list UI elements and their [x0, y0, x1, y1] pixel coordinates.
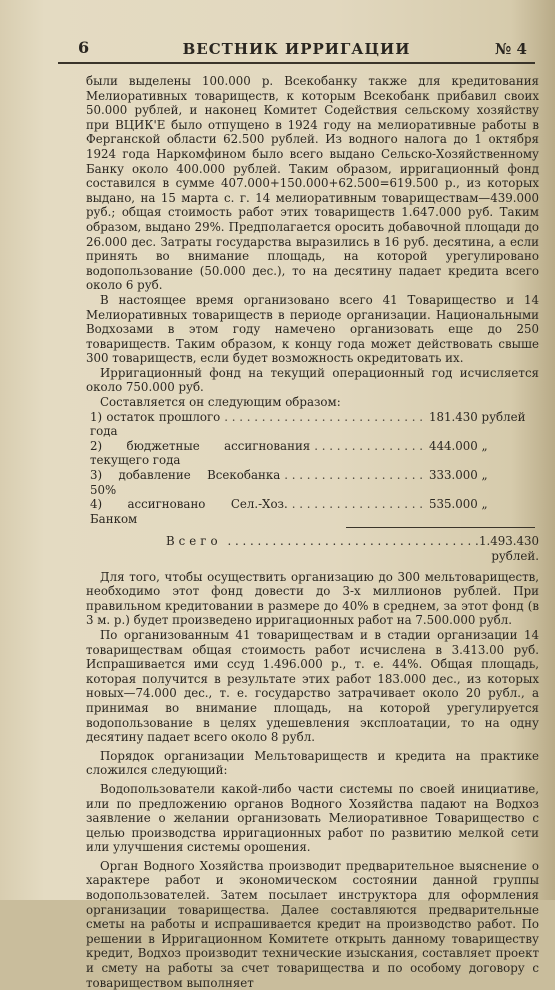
fund-list: [86, 410, 539, 527]
fund-item-value: 333.000 „: [429, 468, 488, 483]
paragraph: По организованным 41 товариществам и в стадии организации 14 товариществам общая стоимость работ исчислена в 3.413.00 руб. Испрашивается ими ссуд 1.496.000 р., т. е. 44%. Общая площадь, которая получится в результате этих работ 183.000 дес., из которых новых—74.000 дес., т. е. государство затрачивает около 20 рубл., а принимая во внимание площадь, на которой урегулируется водопользование в целях удешевления эксплоатации, то на одну десятину падает всего около 8 рубл.: [86, 627, 539, 745]
paragraph: В настоящее время организовано всего 41 Товарищество и 14 Мелиоративных товариществ в периоде организации. Национальными Водхозами в этом году намечено организовать еще до 250 товариществ. Таким образом, к концу года может действовать свыше 300 товариществ, если будет возможность окредитовать их.: [86, 292, 539, 366]
fund-item-label: 4) ассигновано Сел.-Хоз. Банком: [90, 497, 288, 526]
paragraph: были выделены 100.000 р. Всекобанку также для кредитования Мелиоративных товариществ, к которым Всекобанк прибавил своих 50.000 рублей, и наконец Комитет Содействия сельскому хозяйству при ВЦИК'Е было отпущено в 1924 году на мелиоративные работы в Ферганской области 62.500 рублей. Из водного налога до 1 октября 1924 года Наркомфином было всего выдано Сельско-Хозяйственному Банку около 400.000 рублей. Таким образом, ирригационный фонд составился в сумме 407.000+150.000+62.500=619.500 р., из которых выдано, на 15 марта с. г. 14 мелиоративным товариществам—439.000 руб.; общая стоимость работ этих товариществ 1.647.000 руб. Таким образом, выдано 29%. Предполагается оросить добавочной площади до 26.000 дес. Затраты государства выразились в 16 руб. десятина, а если принять во внимание площадь, на которой урегулировано водопользование (50.000 дес.), то на десятину падает кредита всего около 6 руб.: [86, 74, 539, 293]
paragraph: Орган Водного Хозяйства производит предварительное выяснение о характере работ и экономическом состоянии данной группы водопользователей. Затем посылает инструктора для оформления организации товарищества. Далее составляются предварительные сметы на работы и испрашивается кредит на производство работ. По решении в Ирригационном Комитете открыть данному товариществу кредит, Водхоз производит технические изыскания, составляет проект и смету на работы за счет товарищества и по особому договору с товариществом выполняет: [86, 858, 539, 990]
fund-item: 2) бюджетные ассигнования текущего года . . . . . . . . . . . . . . . 444.000 „: [86, 439, 539, 468]
fund-item: 1) остаток прошлого года . . . . . . . . . . . . . . . . . . . . . . . . . . . 181.430 рублей: [86, 410, 539, 439]
header-rule: [58, 62, 535, 64]
fund-item: 3) добавление Всекобанка 50% . . . . . . . . . . . . . . . . . . . 333.000 „: [86, 468, 539, 497]
sum-rule: [346, 527, 535, 528]
issue-number: № 4: [495, 40, 527, 58]
fund-intro: Составляется он следующим образом:: [100, 395, 341, 410]
fund-total-label: Всего: [166, 534, 222, 549]
fund-item-value: 535.000 „: [429, 497, 488, 512]
page-number: 6: [78, 38, 90, 57]
fund-item-label: 3) добавление Всекобанка 50%: [90, 468, 281, 497]
article-body: [86, 74, 539, 990]
fund-item-label: 2) бюджетные ассигнования текущего года: [90, 438, 311, 468]
fund-item-value: 181.430 рублей: [429, 409, 526, 424]
fund-total: Всего . . . . . . . . . . . . . . . . . . . . . . . . . . . . . . . . . . 1.493.430 рублей.: [166, 534, 539, 563]
paragraph: Порядок организации Мельтовариществ и кредита на практике сложился следующий:: [86, 748, 539, 778]
page-header: [58, 36, 535, 66]
paragraph: Водопользователи какой-либо части системы по своей инициативе, или по предложению органов Водного Хозяйства падают на Водхоз заявление о желании организовать Мелиоративное Товарищество с целью производства ирригационных работ по развитию мелкой сети или улучшения системы орошения.: [86, 781, 539, 855]
fund-item-value: 444.000 „: [429, 438, 488, 453]
journal-title: ВЕСТНИК ИРРИГАЦИИ: [182, 40, 411, 58]
fund-item: 4) ассигновано Сел.-Хоз. Банком . . . . . . . . . . . . . . . . . . 535.000 „: [86, 497, 539, 526]
fund-total-value: 1.493.430 рублей.: [478, 534, 539, 563]
paragraph: Ирригационный фонд на текущий операционный год исчисляется около 750.000 руб.: [86, 365, 539, 395]
fund-item-label: 1) остаток прошлого года: [90, 409, 221, 439]
paragraph: Для того, чтобы осуществить организацию до 300 мельтовариществ, необходимо этот фонд довести до 3-х миллионов рублей. При правильном кредитовании в размере до 40% в среднем, за этот фонд (в 3 м. р.) будет произведено ирригационных работ на 7.500.000 рубл.: [86, 569, 539, 628]
